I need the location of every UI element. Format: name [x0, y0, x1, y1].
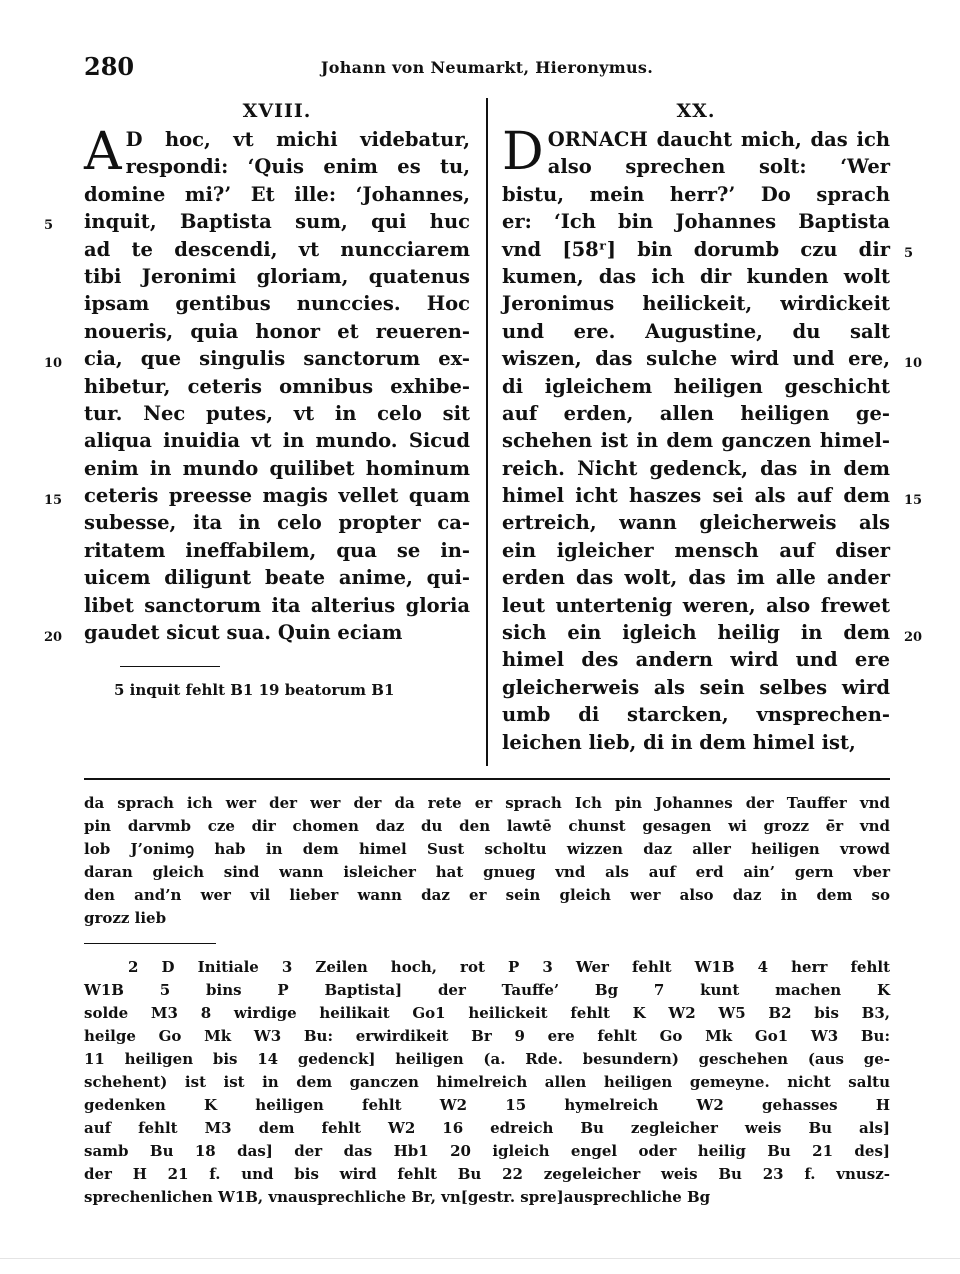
section-heading-german: XX.: [676, 100, 716, 122]
apparatus-line: sprechenlichen W1B, vnausprechliche Br, vn[gestr. spre]ausprechliche Bg: [84, 1188, 711, 1206]
text-line: domine mi?’ Et ille: ‘Johannes,: [84, 182, 470, 206]
line-number: 15: [904, 493, 923, 508]
text-line: ORNACH daucht mich, das ich: [547, 128, 890, 151]
text-line: noueris, quia honor et reueren-: [84, 319, 470, 343]
text-line: umb di starcken, vnsprechen-: [502, 703, 890, 727]
text-line: tur. Nec putes, vt in celo sit: [84, 401, 470, 425]
running-title: Johann von Neumarkt, Hieronymus.: [320, 58, 654, 77]
text-line: gaudet sicut sua. Quin eciam: [84, 621, 403, 645]
line-number: 15: [44, 493, 63, 508]
text-line: ceteris preesse magis vellet quam: [84, 484, 470, 508]
text-line: Jeronimus heilickeit, wirdickeit: [502, 292, 890, 316]
text-line: tibi Jeronimi gloriam, quatenus: [84, 264, 470, 288]
variant-line: pin darvmb cze dir chomen daz du den lawtē chunst gesagen wi grozz ē̄r vnd: [84, 817, 890, 835]
initial-letter-german: D: [502, 122, 544, 182]
footnote-rule: [120, 666, 220, 667]
column-divider: [486, 98, 488, 766]
apparatus-rule: [84, 943, 216, 944]
line-number: 10: [44, 356, 63, 371]
text-line: reich. Nicht gedenck, das in dem: [502, 456, 890, 480]
variant-line: daran gleich sind wann isleicher hat gnueg vnd als auf erd ain’ gern vber: [84, 863, 890, 881]
text-line: leut untertenig weren, also frewet: [502, 593, 890, 617]
initial-letter-latin: A: [84, 122, 122, 182]
text-line: inquit, Baptista sum, qui huc: [84, 210, 470, 234]
text-line: und ere. Augustine, du salt: [502, 319, 890, 343]
text-line: D hoc, vt michi videbatur,: [125, 128, 470, 151]
text-separator-rule: [84, 778, 890, 780]
line-number: 20: [904, 630, 923, 645]
page-number: 280: [84, 52, 135, 81]
variant-line: grozz lieb: [84, 909, 167, 927]
apparatus-line: heilge Go Mk W3 Bu: erwirdikeit Br 9 ere fehlt Go Mk Go1 W3 Bu:: [84, 1027, 890, 1045]
line-number: 10: [904, 356, 923, 371]
apparatus-line: 11 heiligen bis 14 gedenck] heiligen (a. Rde. besundern) geschehen (aus ge-: [84, 1050, 890, 1068]
text-line: kumen, das ich dir kunden wolt: [502, 264, 890, 288]
line-number: 5: [904, 246, 914, 261]
line-number: 5: [44, 218, 54, 233]
apparatus-line: der H 21 f. und bis wird fehlt Bu 22 zegeleicher weis Bu 23 f. vnusz-: [84, 1165, 890, 1183]
text-line: ertreich, wann gleicherweis als: [502, 511, 890, 535]
page-header: [84, 52, 890, 82]
text-line: subesse, ita in celo propter ca-: [84, 511, 470, 535]
text-line: ein igleicher mensch auf diser: [502, 538, 890, 562]
apparatus-line: solde M3 8 wirdige heilikait Go1 heilickeit fehlt K W2 W5 B2 bis B3,: [84, 1004, 890, 1022]
text-line: sich ein igleich heilig in dem: [502, 621, 890, 645]
section-heading-latin: XVIII.: [242, 100, 312, 122]
text-line: leichen lieb, di in dem himel ist,: [502, 730, 856, 754]
text-line: ad te descendi, vt nuncciarem: [84, 237, 470, 261]
text-line: uicem diligunt beate anime, qui-: [84, 566, 470, 590]
text-line: ipsam gentibus nunccies. Hoc: [84, 292, 470, 316]
german-text: [502, 122, 890, 756]
text-line: er: ‘Ich bin Johannes Baptista: [502, 210, 890, 234]
variant-line: den and’n wer vil lieber wann daz er sein gleich wer also daz in dem so: [84, 886, 890, 904]
apparatus-line: gedenken K heiligen fehlt W2 15 hymelreich W2 gehasses H: [84, 1096, 890, 1114]
text-line: hibetur, ceteris omnibus exhibe-: [84, 374, 470, 398]
text-line: libet sanctorum ita alterius gloria: [84, 593, 470, 617]
variant-line: da sprach ich wer der wer der da rete er sprach Ich pin Johannes der Tauffer vnd: [84, 794, 890, 812]
text-line: cia, que singulis sanctorum ex-: [84, 347, 470, 371]
text-line: also sprechen solt: ‘Wer: [547, 155, 890, 179]
text-line: bistu, mein herr?’ Do sprach: [502, 182, 890, 206]
text-line: auf erden, allen heiligen ge-: [502, 401, 890, 425]
apparatus-line: schehent) ist ist in dem ganczen himelreich allen heiligen gemeyne. nicht saltu: [84, 1073, 890, 1091]
text-line: aliqua inuidia vt in mundo. Sicud: [84, 429, 470, 453]
critical-apparatus: [84, 956, 890, 1209]
latin-column: [84, 96, 470, 646]
text-line: wiszen, das sulche wird und ere,: [502, 347, 890, 371]
apparatus-line: samb Bu 18 das] der das Hb1 20 igleich engel oder heilig Bu 21 des]: [84, 1142, 890, 1160]
text-line: gleicherweis als sein selbes wird: [502, 675, 890, 699]
latin-footnote: 5 inquit fehlt B1 19 beatorum B1: [114, 681, 395, 699]
text-line: respondi: ‘Quis enim es tu,: [125, 155, 470, 179]
german-column: [502, 96, 890, 756]
text-line: himel des andern wird und ere: [502, 648, 890, 672]
variant-line: lob J’onimꝯ hab in dem himel Sust scholtu wizzen daz aller heiligen vrowd: [84, 840, 890, 858]
apparatus-line: 2 D Initiale 3 Zeilen hoch, rot P 3 Wer fehlt W1B 4 herr fehlt: [128, 958, 890, 976]
text-line: himel icht haszes sei als auf dem: [502, 484, 890, 508]
text-line: enim in mundo quilibet hominum: [84, 456, 470, 480]
apparatus-line: auf fehlt M3 dem fehlt W2 16 edreich Bu zegleicher weis Bu als]: [84, 1119, 890, 1137]
text-line: ritatem ineffabilem, qua se in-: [84, 538, 470, 562]
text-line: vnd [58ʳ] bin dorumb czu dir: [502, 237, 890, 261]
apparatus-line: W1B 5 bins P Baptista] der Tauffe’ Bg 7 kunt machen K: [84, 981, 890, 999]
text-line: di igleichem heiligen geschicht: [502, 374, 890, 398]
variant-text-block: [84, 792, 890, 930]
text-line: schehen ist in dem ganczen himel-: [502, 429, 890, 453]
text-line: erden das wolt, das im alle ander: [502, 566, 890, 590]
latin-text: [84, 122, 470, 646]
line-number: 20: [44, 630, 63, 645]
page-bottom-edge: [0, 1258, 960, 1259]
